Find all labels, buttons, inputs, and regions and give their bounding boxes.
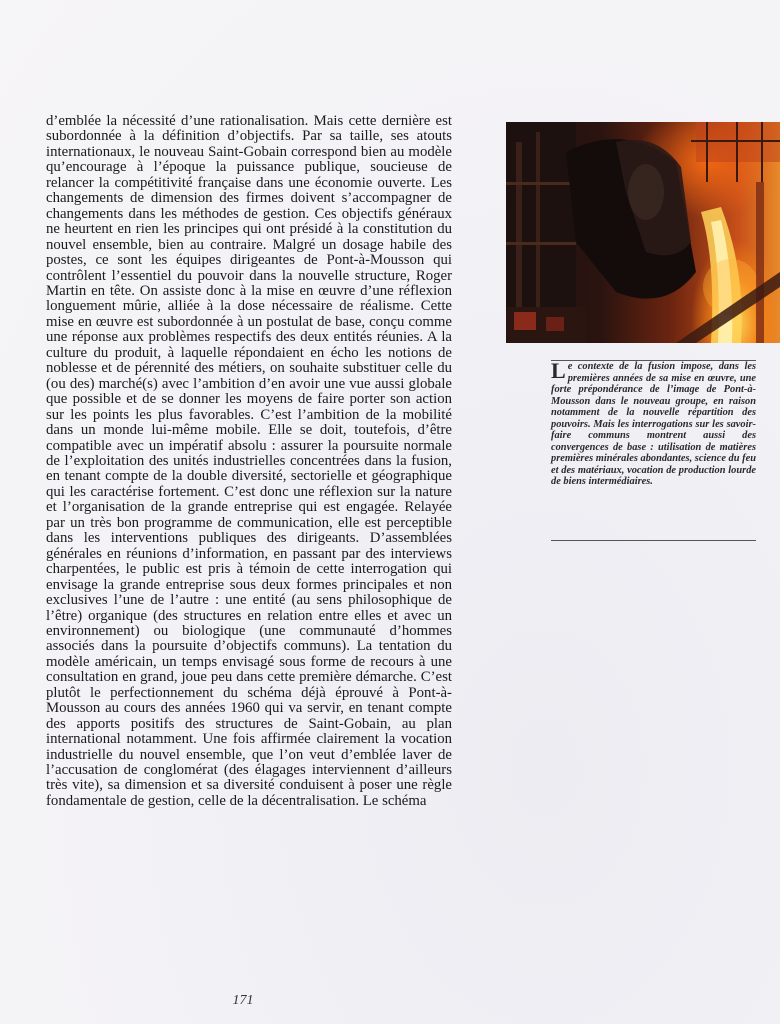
body-paragraph: d’emblée la nécessité d’une rationalisation. Mais cette dernière est subordonnée à la définition d’objectifs. Par sa taille, ses atouts internationaux, le nouveau Saint-Gobain correspond bien au modèle qu’encourage à l’époque la puissance publique, soucieuse de relancer la compétitivité française dans une économie ouverte. Les changements de dimension des firmes doivent s’accompagner de changements dans les méthodes de gestion. Ces objectifs généraux ne heurtent en rien les principes qui ont présidé à la constitution du nouvel ensemble, bien au contraire. Malgré un dosage habile des postes, ce sont les équipes dirigeantes de Pont-à-Mousson qui contrôlent l’essentiel du pouvoir dans la nouvelle structure, Roger Martin en tête. On assiste donc à la mise en œuvre d’une réflexion longuement mûrie, alliée à la dose nécessaire de réalisme. Cette mise en œuvre est subordonnée à un postulat de base, conçu comme une réponse aux problèmes respectifs des deux entités réunies. A la culture du produit, à laquelle répondaient en écho les notions de noblesse et de pérennité des métiers, on souhaite substituer celle du (ou des) marché(s) avec l’ambition d’en avoir une vue aussi globale que possible et de se donner les moyens de faire porter son action sur les points les plus favorables. C’est l’ambition de la mobilité dans un monde lui-même mobile. Elle se doit, toutefois, d’être compatible avec un impératif absolu : assurer la poursuite normale de l’exploitation des unités industrielles concentrées dans la fusion, en tenant compte de la double diversité, sectorielle et géographique qui les caractérise fortement. C’est donc une réflexion sur la nature et l’organisation de la grande entreprise qui est engagée. Relayée par un très bon programme de communication, elle est perceptible dans les interventions publiques des dirigeants. D’assemblées générales en réunions d’information, en passant par des interviews charpentées, le public est pris à témoin de cette interrogation qui envisage la grande entreprise sous deux formes principales et non exclusives l’une de l’autre : une entité (au sens philosophique de l’être) organique (des structures en relation entre elles et avec un environnement) ou biologique (une communauté d’hommes associés dans la poursuite d’objectifs communs). La tentation du modèle américain, un temps envisagé sous forme de recours à une consultation en grand, joue peu dans cette première démarche. C’est plutôt le perfectionnement du schéma déjà éprouvé à Pont-à-Mousson au cours des années 1960 qui va servir, en tenant compte des apports positifs des structures de Saint-Gobain, au plan international notamment. Une fois affirmée clairement la vocation industrielle du nouvel ensemble, que l’on veut d’emblée laver de l’accusation de conglomérat (des élagages interviennent d’ailleurs très vite), sa dimension et sa diversité conduisent à poser une règle fondamentale de gestion, celle de la décentralisation. Le schéma — [46, 113, 452, 809]
page-number: 171 — [232, 993, 254, 1008]
foundry-photo — [506, 122, 780, 343]
body-text-column — [46, 114, 452, 809]
foundry-photo-illustration — [506, 122, 780, 343]
photo-caption — [551, 358, 756, 488]
caption-dropcap: L — [551, 358, 566, 383]
caption-text: e contexte de la fusion impose, dans les premières années de sa mise en œuvre, une forte prépondérance de l’image de Pont-à-Mousson dans le nouveau groupe, en raison notamment de la nouvelle répartition des pouvoirs. Mais les interrogations sur les savoir-faire communs montrent aussi des convergences de base : utilisation de matières premières minérales abondantes, science du feu et des matériaux, vocation de production lourde de biens intermédiaires. — [551, 361, 756, 487]
caption-bottom-rule — [551, 540, 756, 541]
